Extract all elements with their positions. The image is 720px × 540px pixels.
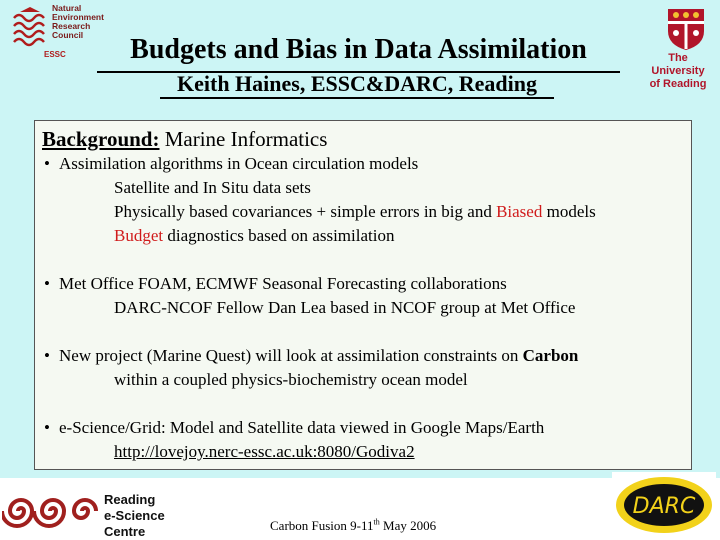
- reading-line: University: [651, 65, 705, 77]
- reading-line: The: [668, 52, 688, 64]
- bullet-assimilation: [44, 153, 418, 175]
- event-date: May 2006: [379, 518, 437, 533]
- sub-text: models: [542, 202, 596, 221]
- sub-line: [114, 177, 311, 199]
- sub-line: [114, 369, 468, 391]
- event-footer: [270, 518, 436, 534]
- sub-text: within a coupled physics-biochemistry ocean model: [114, 370, 468, 389]
- nerc-line: Natural: [52, 3, 82, 13]
- nerc-line: Research: [52, 21, 91, 31]
- reading-shield-icon: [666, 7, 706, 51]
- bullet-text: e-Science/Grid: Model and Satellite data viewed in Google Maps/Earth: [59, 418, 545, 437]
- sub-line: [114, 441, 415, 463]
- resc-name: [104, 492, 165, 540]
- event-name: Carbon Fusion 9-11: [270, 518, 374, 533]
- section-heading: [42, 126, 327, 152]
- sub-text: diagnostics based on assimilation: [163, 226, 395, 245]
- page-title: Budgets and Bias in Data Assimilation: [130, 34, 587, 65]
- nerc-essc-label: ESSC: [44, 50, 66, 59]
- highlight-carbon: Carbon: [522, 346, 579, 365]
- sub-line: [114, 225, 394, 247]
- heading-text: Marine Informatics: [159, 127, 328, 151]
- resc-line: Reading: [104, 492, 156, 507]
- nerc-line: Council: [52, 30, 84, 40]
- page-subtitle: Keith Haines, ESSC&DARC, Reading: [160, 71, 554, 99]
- darc-logo-icon: [612, 472, 716, 538]
- resc-line: e-Science: [104, 508, 165, 523]
- bullet-met-office: [44, 273, 507, 295]
- nerc-line: Environment: [52, 12, 104, 22]
- godiva-link[interactable]: http://lovejoy.nerc-essc.ac.uk:8080/Godiva2: [114, 442, 415, 461]
- sub-text: Physically based covariances + simple errors in big and: [114, 202, 497, 221]
- title-underline: [97, 33, 620, 73]
- highlight-budget: Budget: [114, 226, 164, 245]
- sub-line: [114, 297, 575, 319]
- sub-text: Satellite and In Situ data sets: [114, 178, 311, 197]
- resc-line: Centre: [104, 524, 146, 539]
- bullet-e-science: [44, 417, 544, 439]
- highlight-biased: Biased: [496, 202, 543, 221]
- event-superscript: th: [373, 517, 380, 527]
- reading-line: of Reading: [649, 78, 707, 90]
- heading-label: Background:: [42, 127, 160, 151]
- reading-university-name: [640, 52, 716, 91]
- bullet-text: Met Office FOAM, ECMWF Seasonal Forecasting collaborations: [59, 274, 507, 293]
- darc-label: DARC: [632, 494, 696, 519]
- spiral-logo-icon: [2, 485, 100, 537]
- bullet-text: Assimilation algorithms in Ocean circulation models: [59, 154, 419, 173]
- bullet-text: New project (Marine Quest) will look at assimilation constraints on: [59, 346, 523, 365]
- sub-line: [114, 201, 596, 223]
- bullet-marine-quest: [44, 345, 578, 367]
- sub-text: DARC-NCOF Fellow Dan Lea based in NCOF group at Met Office: [114, 298, 576, 317]
